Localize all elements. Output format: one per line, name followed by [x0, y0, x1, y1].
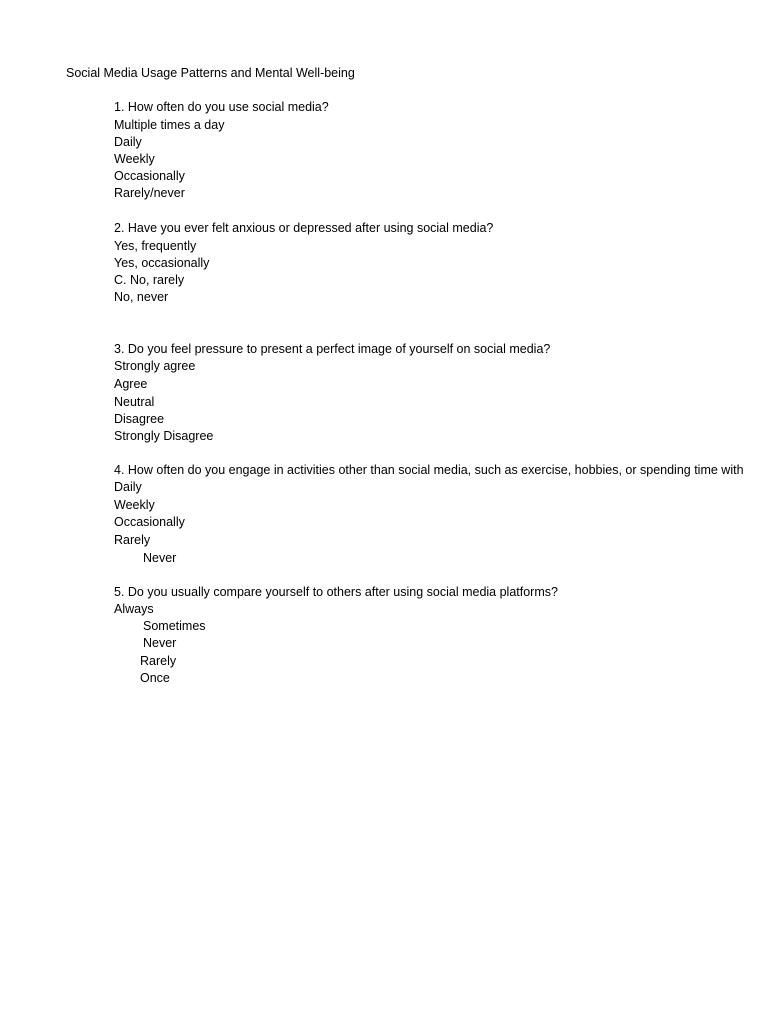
q1-option-3: Weekly	[114, 152, 155, 166]
q1-option-1: Multiple times a day	[114, 118, 225, 132]
question-4: 4. How often do you engage in activities other than social media, such as exercise, hobbies, or spending time with	[114, 463, 744, 477]
question-5: 5. Do you usually compare yourself to others after using social media platforms?	[114, 585, 558, 599]
q2-option-3: C. No, rarely	[114, 273, 185, 287]
document-title: Social Media Usage Patterns and Mental Well-being	[66, 66, 355, 80]
question-1: 1. How often do you use social media?	[114, 100, 329, 114]
q1-option-5: Rarely/never	[114, 186, 185, 200]
q3-option-4: Disagree	[114, 412, 165, 426]
q2-option-4: No, never	[114, 290, 169, 304]
q1-option-2: Daily	[114, 135, 142, 149]
q5-option-4: Rarely	[140, 654, 177, 668]
q3-option-2: Agree	[114, 377, 148, 391]
q5-option-2: Sometimes	[143, 619, 206, 633]
q5-option-5: Once	[140, 671, 170, 685]
q4-option-5: Never	[143, 551, 177, 565]
q1-option-4: Occasionally	[114, 169, 185, 183]
q4-option-4: Rarely	[114, 533, 151, 547]
q4-option-1: Daily	[114, 480, 142, 494]
q2-option-1: Yes, frequently	[114, 239, 197, 253]
q2-option-2: Yes, occasionally	[114, 256, 210, 270]
q5-option-1: Always	[114, 602, 154, 616]
question-2: 2. Have you ever felt anxious or depressed after using social media?	[114, 221, 494, 235]
q5-option-3: Never	[143, 636, 177, 650]
question-3: 3. Do you feel pressure to present a perfect image of yourself on social media?	[114, 342, 551, 356]
q3-option-1: Strongly agree	[114, 359, 196, 373]
q3-option-5: Strongly Disagree	[114, 429, 214, 443]
q3-option-3: Neutral	[114, 395, 155, 409]
q4-option-3: Occasionally	[114, 515, 185, 529]
q4-option-2: Weekly	[114, 498, 155, 512]
